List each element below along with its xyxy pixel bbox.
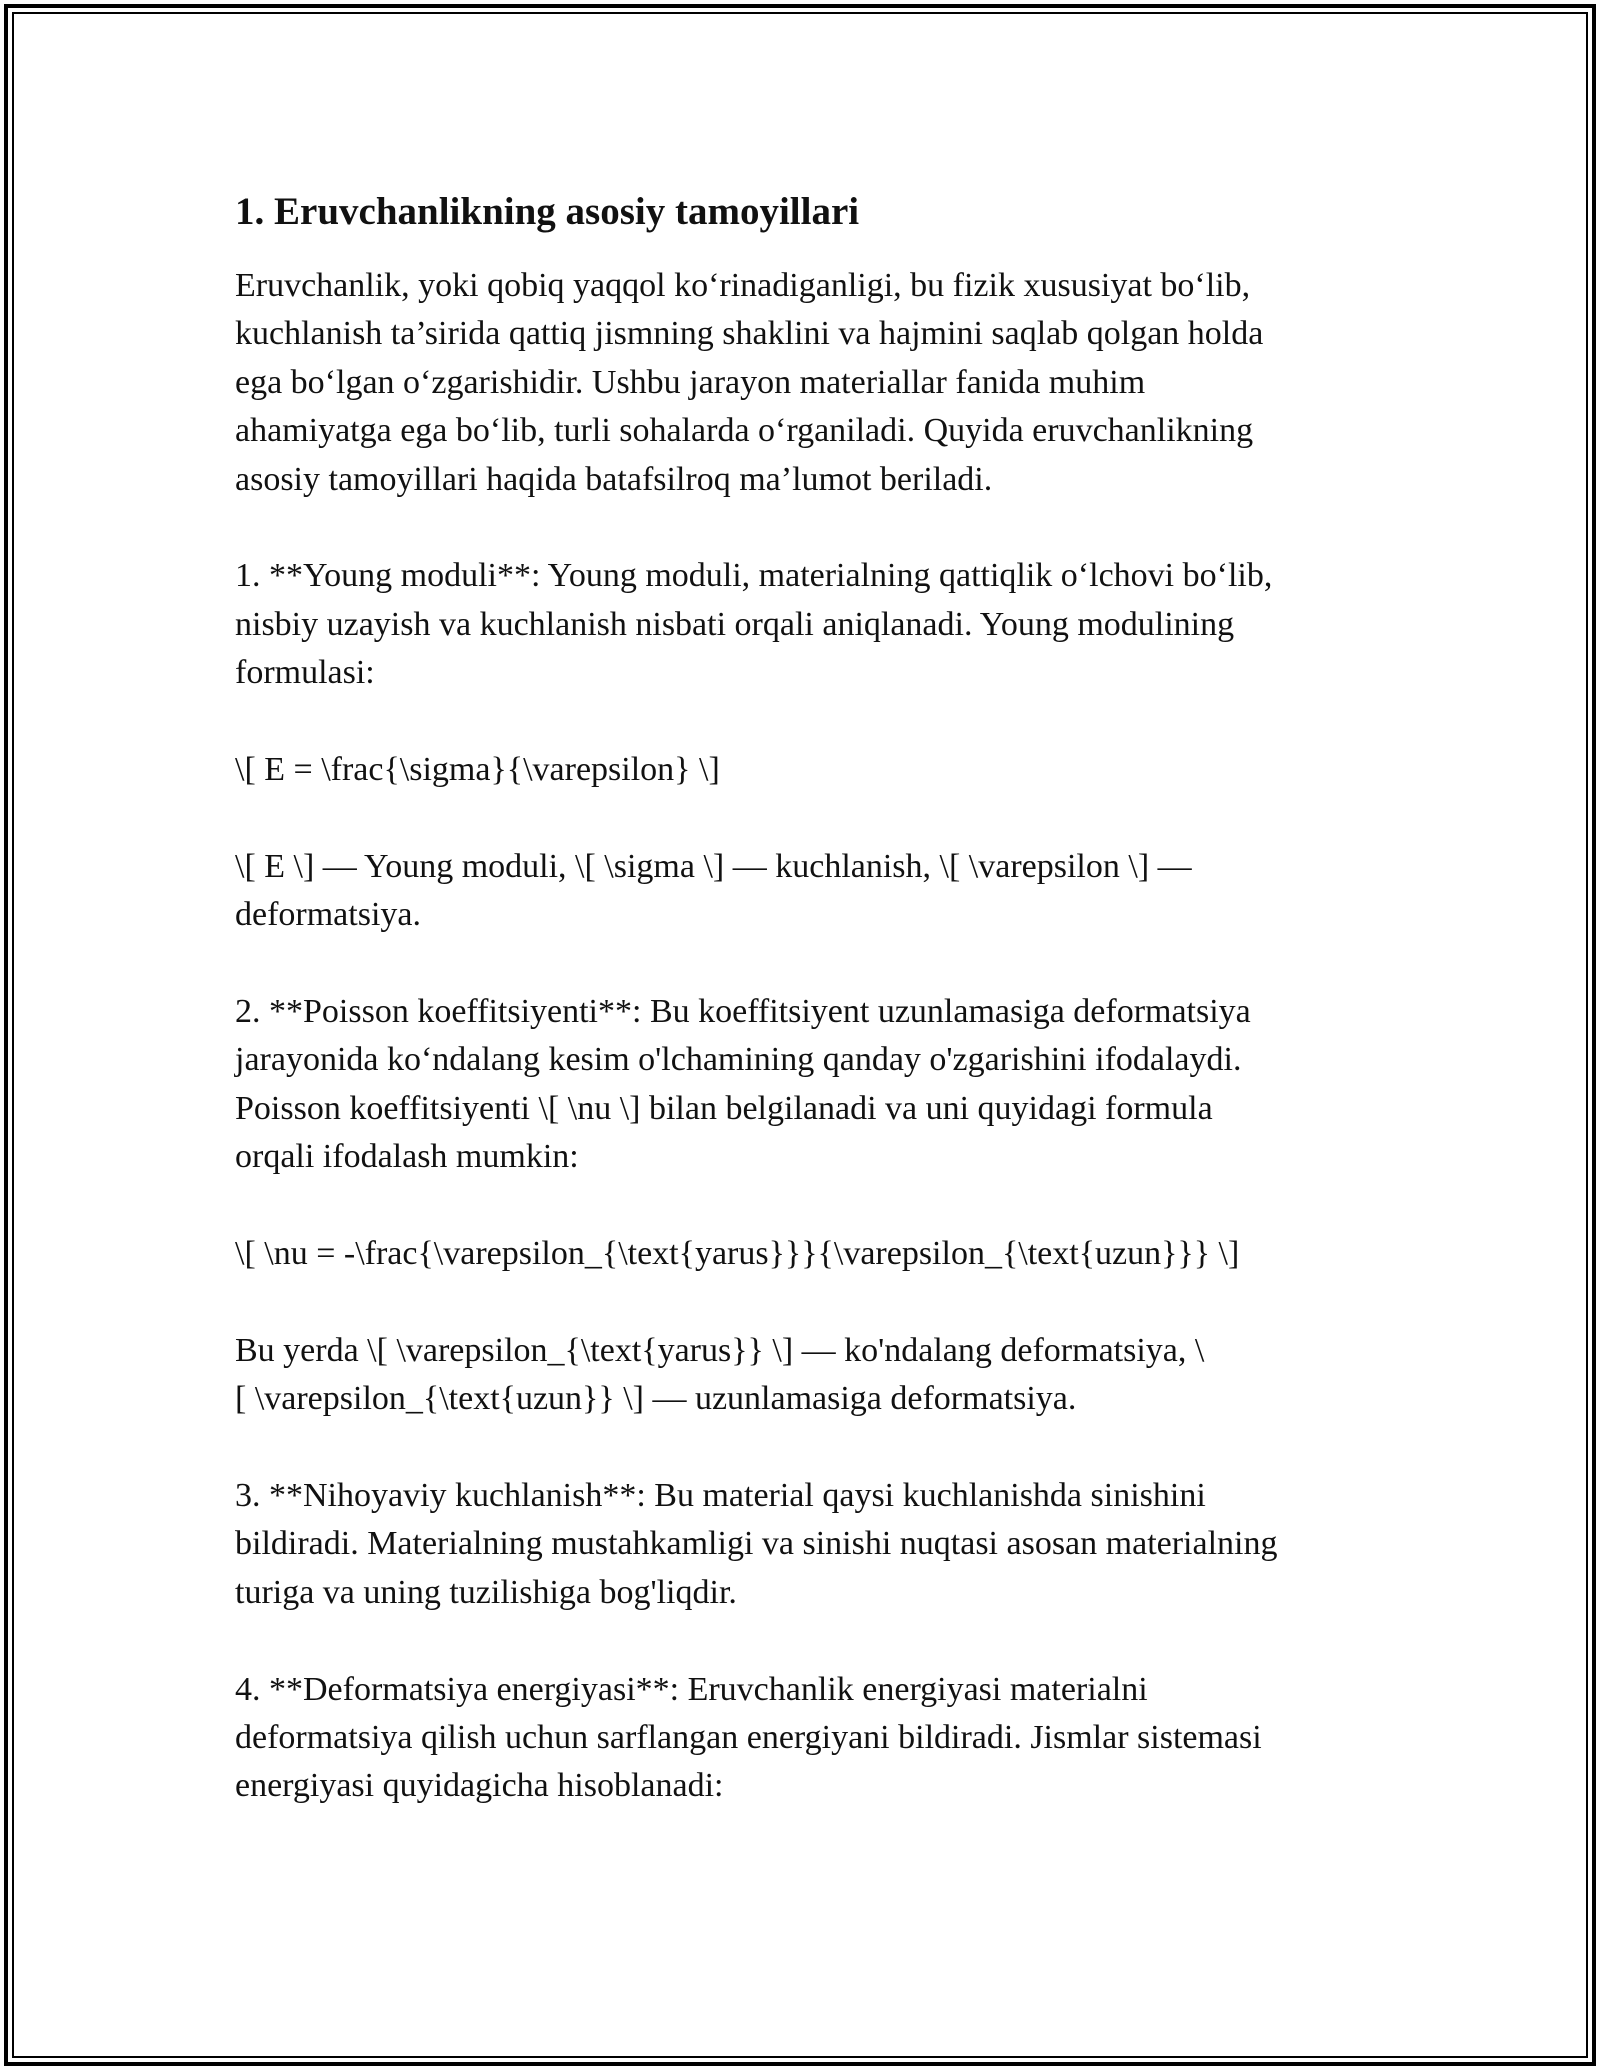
text-line: ega bo‘lgan o‘zgarishidir. Ushbu jarayon materiallar fanida muhim	[235, 363, 1146, 401]
text-line: kuchlanish ta’sirida qattiq jismning shaklini va hajmini saqlab qolgan holda	[235, 315, 1264, 353]
document-body	[235, 188, 1375, 1859]
text-line: asosiy tamoyillari haqida batafsilroq ma’lumot beriladi.	[235, 460, 993, 498]
text-line: \[ E \] — Young moduli, \[ \sigma \] — kuchlanish, \[ \varepsilon \] —	[235, 847, 1192, 885]
text-line: Poisson koeffitsiyenti \[ \nu \] bilan belgilanadi va uni quyidagi formula	[235, 1089, 1213, 1127]
text-line: orqali ifodalash mumkin:	[235, 1138, 579, 1176]
text-line: formulasi:	[235, 654, 375, 692]
text-line: \[ \nu = -\frac{\varepsilon_{\text{yarus}}}{\varepsilon_{\text{uzun}}} \]	[235, 1235, 1240, 1273]
text-line: energiyasi quyidagicha hisoblanadi:	[235, 1767, 724, 1805]
section-heading: 1. Eruvchanlikning asosiy tamoyillari	[235, 190, 860, 233]
text-line: 4. **Deformatsiya energiyasi**: Eruvchanlik energiyasi materialni	[235, 1670, 1148, 1708]
text-line: Eruvchanlik, yoki qobiq yaqqol ko‘rinadiganligi, bu fizik xususiyat bo‘lib,	[235, 267, 1251, 304]
paragraph	[235, 988, 1375, 1182]
paragraph	[235, 1472, 1375, 1617]
paragraph	[235, 552, 1375, 697]
text-line: bildiradi. Materialning mustahkamligi va sinishi nuqtasi asosan materialning	[235, 1525, 1278, 1563]
text-line: nisbiy uzayish va kuchlanish nisbati orqali aniqlanadi. Young modulining	[235, 605, 1235, 643]
text-line: Bu yerda \[ \varepsilon_{\text{yarus}} \] — ko'ndalang deformatsiya, \	[235, 1331, 1205, 1369]
paragraph	[235, 1327, 1375, 1424]
text-line: jarayonida ko‘ndalang kesim o'lchamining qanday o'zgarishini ifodalaydi.	[235, 1041, 1242, 1079]
text-line: 3. **Nihoyaviy kuchlanish**: Bu material qaysi kuchlanishda sinishini	[235, 1477, 1206, 1515]
paragraph	[235, 746, 1375, 794]
paragraph	[235, 1666, 1375, 1811]
text-line: deformatsiya qilish uchun sarflangan energiyani bildiradi. Jismlar sistemasi	[235, 1719, 1262, 1757]
text-line: deformatsiya.	[235, 896, 421, 934]
text-line: [ \varepsilon_{\text{uzun}} \] — uzunlamasiga deformatsiya.	[235, 1380, 1077, 1418]
paragraph	[235, 1230, 1375, 1278]
text-line: \[ E = \frac{\sigma}{\varepsilon} \]	[235, 751, 720, 789]
paragraph-list	[235, 262, 1375, 1811]
text-line: turiga va uning tuzilishiga bog'liqdir.	[235, 1573, 737, 1611]
text-line: ahamiyatga ega bo‘lib, turli sohalarda o‘rganiladi. Quyida eruvchanlikning	[235, 412, 1254, 450]
paragraph	[235, 843, 1375, 940]
text-line: 2. **Poisson koeffitsiyenti**: Bu koeffitsiyent uzunlamasiga deformatsiya	[235, 993, 1251, 1031]
paragraph	[235, 262, 1375, 504]
text-line: 1. **Young moduli**: Young moduli, materialning qattiqlik o‘lchovi bo‘lib,	[235, 557, 1273, 595]
